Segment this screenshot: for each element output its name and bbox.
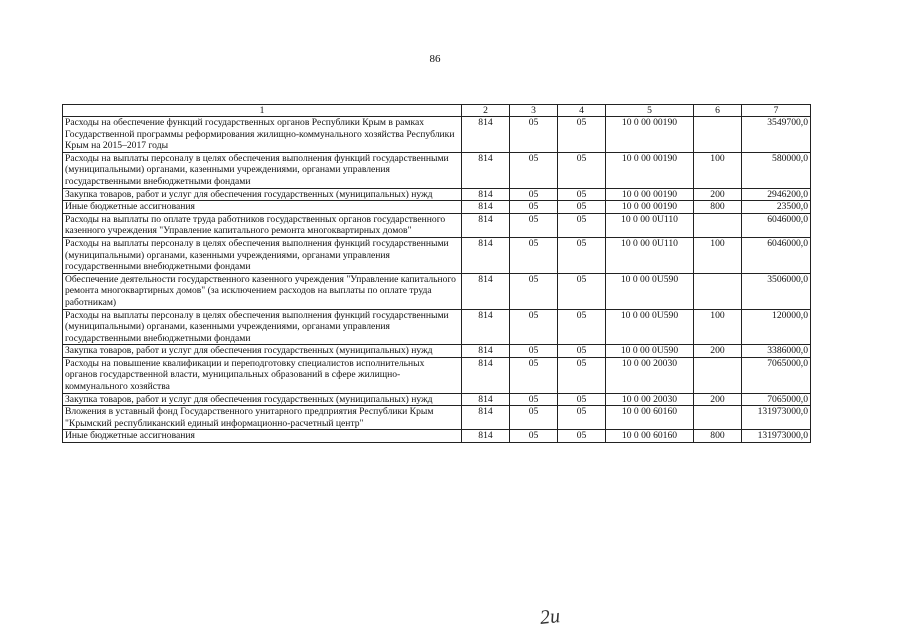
table-row [63,201,811,214]
row-chapter-code: 814 [462,188,510,201]
column-header-3: 3 [510,105,558,117]
table-row [63,430,811,443]
row-expense-type [694,213,742,237]
row-target-article: 10 0 00 00190 [606,152,694,188]
row-section-code: 05 [510,345,558,358]
row-description: Закупка товаров, работ и услуг для обеспечения государственных (муниципальных) нужд [63,393,462,406]
row-amount: 3549700,0 [742,117,811,153]
table-header-row [63,105,811,117]
row-subsection-code: 05 [558,117,606,153]
row-description: Расходы на выплаты персоналу в целях обеспечения выполнения функций государственными (муниципальными) органами, казенными учреждениями, органами управления государственными внебюджетными фондами [63,237,462,273]
table-row [63,345,811,358]
row-amount: 580000,0 [742,152,811,188]
page-number: 86 [429,53,441,65]
row-subsection-code: 05 [558,357,606,393]
row-subsection-code: 05 [558,393,606,406]
row-subsection-code: 05 [558,273,606,309]
table-row [63,117,811,153]
row-expense-type [694,273,742,309]
row-target-article: 10 0 00 0U110 [606,213,694,237]
row-chapter-code: 814 [462,237,510,273]
row-amount: 7065000,0 [742,393,811,406]
row-amount: 131973000,0 [742,406,811,430]
row-section-code: 05 [510,273,558,309]
row-amount: 2946200,0 [742,188,811,201]
row-subsection-code: 05 [558,188,606,201]
row-subsection-code: 05 [558,430,606,443]
row-chapter-code: 814 [462,345,510,358]
row-section-code: 05 [510,237,558,273]
row-chapter-code: 814 [462,152,510,188]
row-description: Закупка товаров, работ и услуг для обеспечения государственных (муниципальных) нужд [63,188,462,201]
row-section-code: 05 [510,393,558,406]
row-target-article: 10 0 00 00190 [606,117,694,153]
table-row [63,213,811,237]
table-row [63,357,811,393]
row-amount: 6046000,0 [742,237,811,273]
row-expense-type [694,117,742,153]
row-target-article: 10 0 00 20030 [606,357,694,393]
row-description: Расходы на выплаты по оплате труда работников государственных органов государственного казенного учреждения "Управление капитального ремонта многоквартирных домов" [63,213,462,237]
row-subsection-code: 05 [558,213,606,237]
table-row [63,188,811,201]
row-target-article: 10 0 00 0U590 [606,345,694,358]
row-description: Расходы на выплаты персоналу в целях обеспечения выполнения функций государственными (муниципальными) органами, казенными учреждениями, органами управления государственными внебюджетными фондами [63,152,462,188]
row-description: Иные бюджетные ассигнования [63,201,462,214]
row-section-code: 05 [510,406,558,430]
row-subsection-code: 05 [558,345,606,358]
row-amount: 3506000,0 [742,273,811,309]
row-expense-type: 100 [694,309,742,345]
table-row [63,309,811,345]
row-chapter-code: 814 [462,430,510,443]
row-amount: 120000,0 [742,309,811,345]
row-subsection-code: 05 [558,237,606,273]
column-header-2: 2 [462,105,510,117]
row-target-article: 10 0 00 0U590 [606,309,694,345]
row-description: Вложения в уставный фонд Государственного унитарного предприятия Республики Крым "Крымский республиканский единый информационно-расчетный центр" [63,406,462,430]
row-section-code: 05 [510,201,558,214]
row-description: Закупка товаров, работ и услуг для обеспечения государственных (муниципальных) нужд [63,345,462,358]
row-target-article: 10 0 00 60160 [606,406,694,430]
row-chapter-code: 814 [462,117,510,153]
row-target-article: 10 0 00 0U110 [606,237,694,273]
budget-table [62,104,811,443]
table-row [63,237,811,273]
row-description: Расходы на выплаты персоналу в целях обеспечения выполнения функций государственными (муниципальными) органами, казенными учреждениями, органами управления государственными внебюджетными фондами [63,309,462,345]
column-header-5: 5 [606,105,694,117]
row-expense-type: 100 [694,237,742,273]
row-chapter-code: 814 [462,406,510,430]
table-body [63,117,811,443]
row-subsection-code: 05 [558,201,606,214]
row-expense-type: 200 [694,188,742,201]
column-header-6: 6 [694,105,742,117]
row-chapter-code: 814 [462,273,510,309]
row-description: Расходы на обеспечение функций государственных органов Республики Крым в рамках Государственной программы реформирования жилищно-коммунального хозяйства Республики Крым на 2015–2017 годы [63,117,462,153]
row-subsection-code: 05 [558,406,606,430]
row-target-article: 10 0 00 60160 [606,430,694,443]
table-row [63,273,811,309]
row-expense-type: 200 [694,345,742,358]
row-target-article: 10 0 00 20030 [606,393,694,406]
row-chapter-code: 814 [462,393,510,406]
row-amount: 131973000,0 [742,430,811,443]
row-expense-type: 800 [694,430,742,443]
column-header-1: 1 [63,105,462,117]
row-expense-type: 100 [694,152,742,188]
row-section-code: 05 [510,152,558,188]
table-row [63,152,811,188]
row-expense-type [694,357,742,393]
row-subsection-code: 05 [558,309,606,345]
row-amount: 7065000,0 [742,357,811,393]
table-row [63,393,811,406]
row-expense-type: 800 [694,201,742,214]
row-expense-type: 200 [694,393,742,406]
table-row [63,406,811,430]
row-section-code: 05 [510,430,558,443]
row-description: Обеспечение деятельности государственного казенного учреждения "Управление капитального ремонта многоквартирных домов" (за исключением расходов на выплаты по оплате труда работникам) [63,273,462,309]
row-section-code: 05 [510,213,558,237]
row-description: Иные бюджетные ассигнования [63,430,462,443]
row-amount: 23500,0 [742,201,811,214]
row-subsection-code: 05 [558,152,606,188]
handwritten-signature: 2u [538,605,562,629]
column-header-4: 4 [558,105,606,117]
row-description: Расходы на повышение квалификации и переподготовку специалистов исполнительных органов государственной власти, муниципальных образований в сфере жилищно-коммунального хозяйства [63,357,462,393]
row-chapter-code: 814 [462,213,510,237]
row-expense-type [694,406,742,430]
row-amount: 6046000,0 [742,213,811,237]
row-section-code: 05 [510,188,558,201]
row-chapter-code: 814 [462,309,510,345]
row-section-code: 05 [510,117,558,153]
row-target-article: 10 0 00 00190 [606,188,694,201]
row-section-code: 05 [510,357,558,393]
row-chapter-code: 814 [462,201,510,214]
row-target-article: 10 0 00 0U590 [606,273,694,309]
column-header-7: 7 [742,105,811,117]
row-target-article: 10 0 00 00190 [606,201,694,214]
row-amount: 3386000,0 [742,345,811,358]
row-chapter-code: 814 [462,357,510,393]
row-section-code: 05 [510,309,558,345]
